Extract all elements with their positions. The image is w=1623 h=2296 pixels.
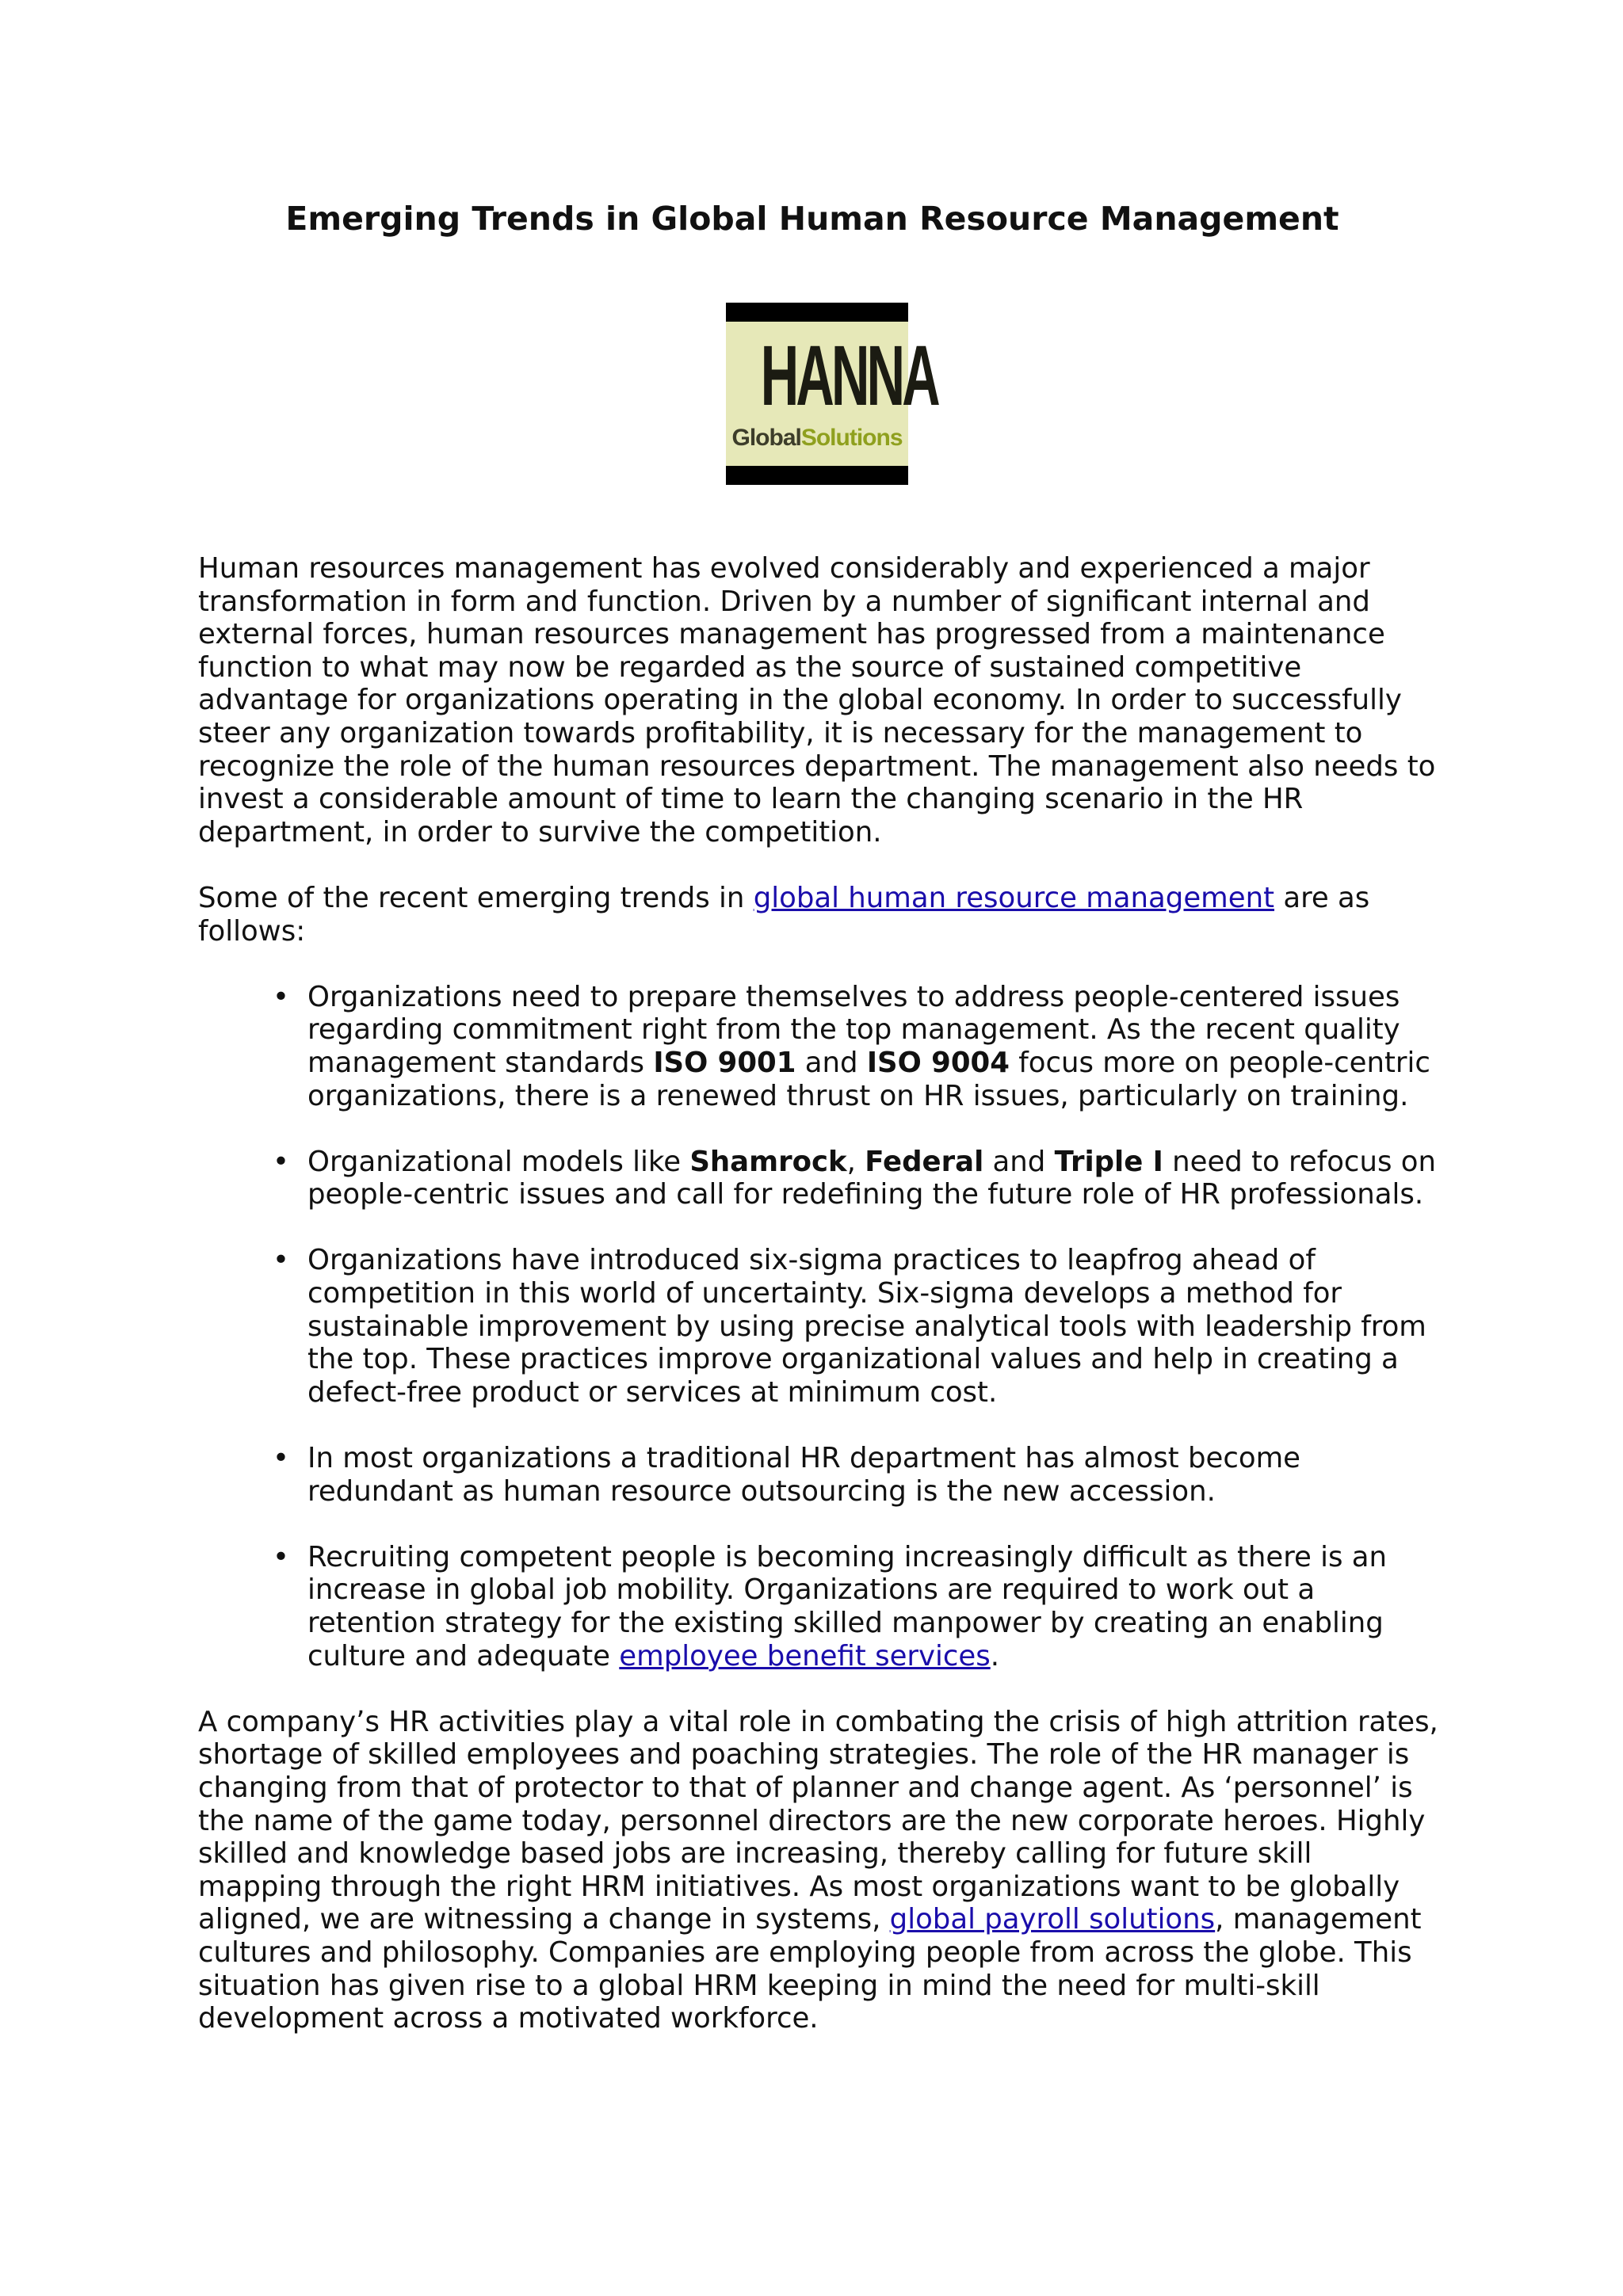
model-federal: Federal <box>865 1145 984 1178</box>
bullet-icon: • <box>273 1442 289 1475</box>
list-item <box>273 980 1442 1112</box>
list-item-text: need to refocus on people-centric issues and call for redefining the future role of HR professionals. <box>307 1145 1436 1211</box>
employee-benefit-services-link[interactable]: employee benefit services <box>619 1639 991 1672</box>
bullet-icon: • <box>273 1244 289 1277</box>
list-item <box>273 1540 1442 1672</box>
iso-9001: ISO 9001 <box>653 1046 796 1079</box>
list-item-text: Organizations need to prepare themselves to address people-centered issues regarding commitment right from the top management. As the recent quality management standards <box>307 980 1400 1079</box>
global-hrm-link[interactable]: global human resource management <box>753 881 1275 914</box>
list-item-text: and <box>983 1145 1055 1178</box>
closing-text: A company’s HR activities play a vital role in combating the crisis of high attrition rates, shortage of skilled employees and poaching strategies. The role of the HR manager is changing from that of protector to that of planner and change agent. As ‘personnel’ is the name of the game today, personnel directors are the new corporate heroes. Highly skilled and knowledge based jobs are increasing, thereby calling for future skill mapping through the right HRM initiatives. As most organizations want to be globally aligned, we are witnessing a change in systems, <box>198 1705 1438 1936</box>
list-item-text: Recruiting competent people is becoming increasingly difficult as there is an increase in global job mobility. Organizations are required to work out a retention strategy for the existing skilled manpower by creating an enabling culture and adequate <box>307 1540 1388 1672</box>
logo-panel <box>726 322 938 466</box>
trends-intro-paragraph <box>198 882 1442 948</box>
closing-text: , management cultures and philosophy. Companies are employing people from across the globe. This situation has given rise to a global HRM keeping in mind the need for multi-skill development across a motivated workforce. <box>198 1903 1422 2035</box>
list-item <box>273 1442 1442 1508</box>
list-item-text: In most organizations a traditional HR department has almost become redundant as human resource outsourcing is the new accession. <box>307 1442 1301 1508</box>
logo-subtitle <box>726 425 908 452</box>
logo-sub-solutions: Solutions <box>800 425 903 451</box>
closing-paragraph <box>198 1706 1442 2035</box>
trends-intro-after: are as follows: <box>198 881 1370 948</box>
list-item-text: Organizations have introduced six-sigma practices to leapfrog ahead of competition in this world of uncertainty. Six-sigma develops a method for sustainable improvement by using precise analytical tools with leadership from the top. These practices improve organizational values and help in creating a defect-free product or services at minimum cost. <box>307 1244 1426 1409</box>
article-body <box>198 552 1442 2068</box>
model-shamrock: Shamrock <box>689 1145 847 1178</box>
trends-list <box>198 981 1442 1672</box>
intro-paragraph: Human resources management has evolved considerably and experienced a major transformation in form and function. Driven by a number of significant internal and external forces, human resources management has progressed from a maintenance function to what may now be regarded as the source of sustained competitive advantage for organizations operating in the global economy. In order to successfully steer any organization towards profitability, it is necessary for the management to recognize the role of the human resources department. The management also needs to invest a considerable amount of time to learn the changing scenario in the HR department, in order to survive the competition. <box>198 552 1436 849</box>
list-item-text: and <box>796 1046 867 1079</box>
list-item-text: , <box>846 1145 865 1178</box>
iso-9004: ISO 9004 <box>866 1046 1010 1079</box>
list-item-text: focus more on people-centric organizations, there is a renewed thrust on HR issues, particularly on training. <box>307 1046 1430 1112</box>
bullet-icon: • <box>273 1145 289 1178</box>
list-item <box>273 1244 1442 1409</box>
logo-wordmark: HANNA <box>760 327 938 423</box>
bullet-icon: • <box>273 1540 289 1573</box>
model-triple-i: Triple I <box>1054 1145 1163 1178</box>
hanna-logo <box>726 303 938 485</box>
list-item-text: Organizational models like <box>307 1145 690 1178</box>
list-item-text: . <box>990 1639 1000 1672</box>
trends-intro-before: Some of the recent emerging trends in <box>198 881 754 914</box>
logo-sub-global: Global <box>731 425 801 451</box>
global-payroll-solutions-link[interactable]: global payroll solutions <box>889 1903 1216 1936</box>
list-item <box>273 1145 1442 1211</box>
bullet-icon: • <box>273 980 289 1013</box>
page-title: Emerging Trends in Global Human Resource Management <box>285 200 1339 238</box>
